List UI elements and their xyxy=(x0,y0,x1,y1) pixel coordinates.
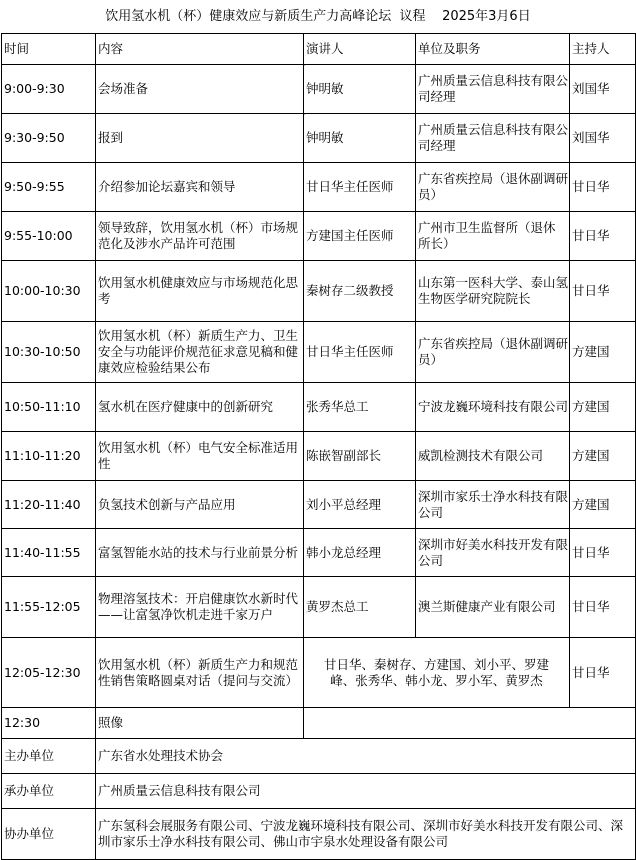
footer-label: 主办单位 xyxy=(2,739,96,774)
table-row xyxy=(2,383,636,432)
time-cell: 11:10-11:20 xyxy=(2,432,96,481)
unit-cell: 澳兰斯健康产业有限公司 xyxy=(416,577,570,638)
speaker-name: 钟明敏 xyxy=(306,81,344,96)
table-row xyxy=(2,529,636,577)
unit-cell: 山东第一医科大学、泰山氢生物医学研究院院长 xyxy=(416,261,570,322)
content-cell: 介绍参加论坛嘉宾和领导 xyxy=(96,163,304,212)
host-cell: 刘国华 xyxy=(570,65,636,114)
time-cell: 10:50-11:10 xyxy=(2,383,96,432)
host-cell: 方建国 xyxy=(570,383,636,432)
speaker-name: 韩小龙总经理 xyxy=(306,544,382,560)
host-cell: 甘日华 xyxy=(570,261,636,322)
footer-label: 协办单位 xyxy=(2,809,96,860)
time-cell: 9:00-9:30 xyxy=(2,65,96,114)
unit-cell: 深圳市好美水科技开发有限公司 xyxy=(416,529,570,577)
unit-cell: 广东省疾控局（退休副调研员） xyxy=(416,322,570,383)
unit-cell: 广州市卫生监督所（退休 所长） xyxy=(416,212,570,261)
time-cell: 9:30-9:50 xyxy=(2,114,96,163)
host-cell: 方建国 xyxy=(570,481,636,529)
speaker-name: 张秀华总工 xyxy=(306,399,369,414)
content-cell: 物理溶氢技术：开启健康饮水新时代——让富氢净饮机走进千家万户 xyxy=(96,577,304,638)
footer-label: 承办单位 xyxy=(2,774,96,809)
time-cell: 9:50-9:55 xyxy=(2,163,96,212)
content-cell: 饮用氢水机（杯）电气安全标准适用性 xyxy=(96,432,304,481)
speaker-name: 陈嵌智副部长 xyxy=(306,448,382,463)
content-cell: 氢水机在医疗健康中的创新研究 xyxy=(96,383,304,432)
footer-row xyxy=(2,809,636,860)
merged-speakers-cell: 甘日华、秦树存、方建国、刘小平、罗建峰、张秀华、韩小龙、罗小军、黄罗杰 xyxy=(304,638,570,708)
table-row xyxy=(2,322,636,383)
content-cell: 富氢智能水站的技术与行业前景分析 xyxy=(96,529,304,577)
header-row xyxy=(2,34,636,65)
time-cell: 11:40-11:55 xyxy=(2,529,96,577)
table-row xyxy=(2,212,636,261)
speaker-cell xyxy=(304,529,416,577)
speaker-cell xyxy=(304,481,416,529)
host-cell: 甘日华 xyxy=(570,212,636,261)
page-title: 饮用氢水机（杯）健康效应与新质生产力高峰论坛 议程 2025年3月6日 xyxy=(105,9,531,24)
content-cell: 饮用氢水机（杯）新质生产力、卫生安全与功能评价规范征求意见稿和健康效应检验结果公布 xyxy=(96,322,304,383)
host-cell: 甘日华 xyxy=(570,529,636,577)
header-time: 时间 xyxy=(2,34,96,65)
host-cell: 刘国华 xyxy=(570,114,636,163)
time-cell: 10:30-10:50 xyxy=(2,322,96,383)
unit-cell: 宁波龙巍环境科技有限公司 xyxy=(416,383,570,432)
speaker-cell xyxy=(304,432,416,481)
content-cell: 照像 xyxy=(96,708,304,739)
table-row xyxy=(2,65,636,114)
host-cell: 甘日华 xyxy=(570,577,636,638)
speaker-name: 甘日华主任医师 xyxy=(306,344,394,359)
table-row xyxy=(2,577,636,638)
table-row xyxy=(2,481,636,529)
table-row xyxy=(2,432,636,481)
unit-cell: 深圳市家乐士净水科技有限公司 xyxy=(416,481,570,529)
speaker-name: 刘小平总经理 xyxy=(306,496,382,512)
content-cell: 领导致辞，饮用氢水机（杯）市场规范化及涉水产品许可范围 xyxy=(96,212,304,261)
host-cell: 方建国 xyxy=(570,322,636,383)
time-cell: 12:30 xyxy=(2,708,96,739)
content-cell: 饮用氢水机（杯）新质生产力和规范性销售策略圆桌对话（提问与交流） xyxy=(96,638,304,708)
table-row xyxy=(2,114,636,163)
speaker-name: 方建国主任医师 xyxy=(306,228,394,243)
agenda-table xyxy=(1,33,636,860)
host-cell: 方建国 xyxy=(570,432,636,481)
speaker-cell xyxy=(304,577,416,638)
speaker-cell xyxy=(304,212,416,261)
unit-cell: 广东省疾控局（退休副调研员） xyxy=(416,163,570,212)
speaker-cell xyxy=(304,163,416,212)
host-cell: 甘日华 xyxy=(570,163,636,212)
time-cell: 11:55-12:05 xyxy=(2,577,96,638)
table-row xyxy=(2,261,636,322)
content-cell: 饮用氢水机健康效应与市场规范化思考 xyxy=(96,261,304,322)
content-cell: 会场准备 xyxy=(96,65,304,114)
unit-cell: 广州质量云信息科技有限公司经理 xyxy=(416,114,570,163)
time-cell: 10:00-10:30 xyxy=(2,261,96,322)
speaker-name: 黄罗杰总工 xyxy=(306,599,369,614)
speaker-cell xyxy=(304,65,416,114)
footer-value: 广东省水处理技术协会 xyxy=(96,739,636,774)
host-cell: 甘日华 xyxy=(570,638,636,708)
footer-value: 广州质量云信息科技有限公司 xyxy=(96,774,636,809)
content-cell: 报到 xyxy=(96,114,304,163)
table-row xyxy=(2,163,636,212)
footer-value: 广东氢科会展服务有限公司、宁波龙巍环境科技有限公司、深圳市好美水科技开发有限公司、深圳市家乐士净水科技有限公司、佛山市宇泉水处理设备有限公司 xyxy=(96,809,636,860)
unit-cell: 广州质量云信息科技有限公司经理 xyxy=(416,65,570,114)
speaker-name: 甘日华主任医师 xyxy=(306,179,394,194)
header-host: 主持人 xyxy=(570,34,636,65)
speaker-cell xyxy=(304,322,416,383)
speaker-name: 钟明敏 xyxy=(306,130,344,145)
time-cell: 12:05-12:30 xyxy=(2,638,96,708)
speaker-cell xyxy=(304,261,416,322)
table-row xyxy=(2,708,636,739)
content-cell: 负氢技术创新与产品应用 xyxy=(96,481,304,529)
speaker-name: 秦树存二级教授 xyxy=(306,283,394,298)
header-unit: 单位及职务 xyxy=(416,34,570,65)
speaker-cell xyxy=(304,383,416,432)
footer-row xyxy=(2,739,636,774)
header-speaker: 演讲人 xyxy=(304,34,416,65)
table-row xyxy=(2,638,636,708)
time-cell: 11:20-11:40 xyxy=(2,481,96,529)
footer-row xyxy=(2,774,636,809)
speaker-cell xyxy=(304,114,416,163)
unit-cell: 威凯检测技术有限公司 xyxy=(416,432,570,481)
time-cell: 9:55-10:00 xyxy=(2,212,96,261)
header-content: 内容 xyxy=(96,34,304,65)
blank-cell xyxy=(304,708,636,739)
